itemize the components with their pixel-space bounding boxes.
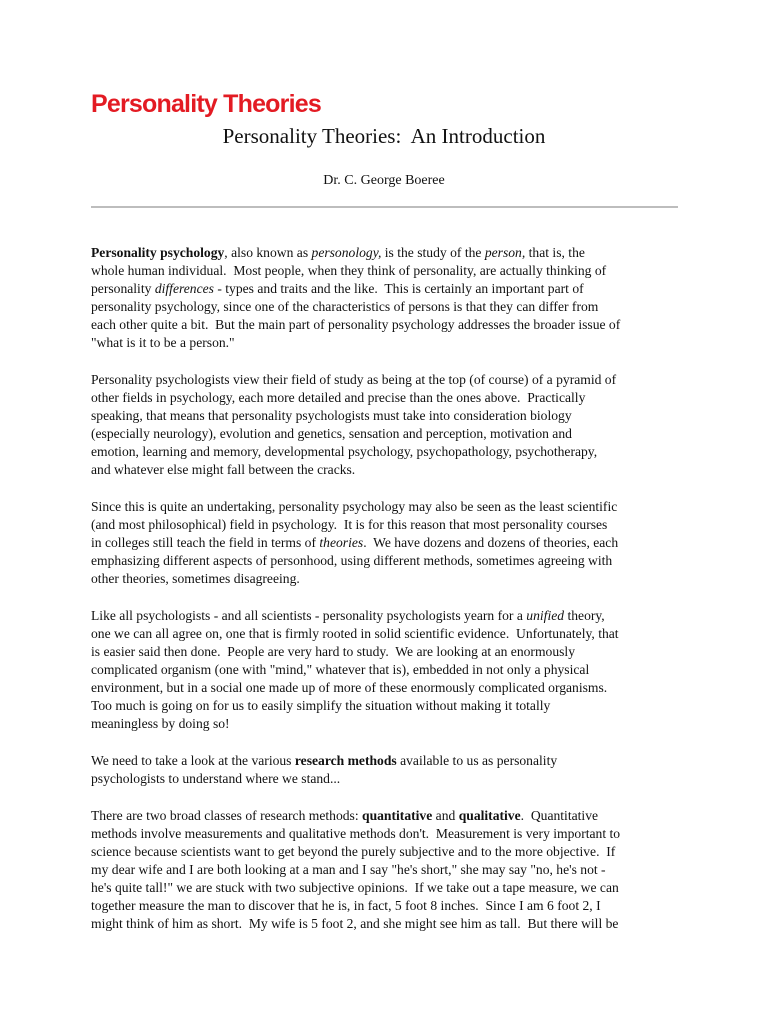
text-line: personality differences - types and traits and the like. This is certainly an important part of [91,281,584,296]
text-line: each other quite a bit. But the main part of personality psychology addresses the broader issue of [91,317,621,332]
text-line: is easier said then done. People are very hard to study. We are looking at an enormously [91,644,575,659]
italic-term: unified [526,608,565,623]
text-line: (and most philosophical) field in psychology. It is for this reason that most personality courses [91,517,608,532]
bold-term: qualitative [458,808,521,823]
text-line: emphasizing different aspects of personhood, using different methods, sometimes agreeing with [91,553,613,568]
text-line: (especially neurology), evolution and genetics, sensation and perception, motivation and [91,426,572,441]
italic-term: personology, [311,245,382,260]
article-body [91,244,681,952]
text-line: methods involve measurements and qualitative methods don't. Measurement is very important to [91,826,621,841]
paragraph-2 [91,371,681,479]
text-line: Personality psychology, also known as personology, is the study of the person, that is, the [91,245,585,260]
bold-term: Personality psychology [91,245,225,260]
text-line: whole human individual. Most people, when they think of personality, are actually thinking of [91,263,607,278]
text-line: complicated organism (one with "mind," whatever that is), embedded in not only a physical [91,662,590,677]
text-line: environment, but in a social one made up of more of these enormously complicated organisms. [91,680,608,695]
text-line: and whatever else might fall between the cracks. [91,462,356,477]
text-line: personality psychology, since one of the characteristics of persons is that they can differ from [91,299,599,314]
text-line: one we can all agree on, one that is firmly rooted in solid scientific evidence. Unfortunately, that [91,626,619,641]
text-line: speaking, that means that personality psychologists must take into consideration biology [91,408,572,423]
text-line: Like all psychologists - and all scientists - personality psychologists yearn for a unified theory, [91,608,605,623]
page-title: Personality Theories: An Introduction [222,124,546,148]
text-line: We need to take a look at the various research methods available to us as personality [91,753,558,768]
paragraph-5 [91,752,681,788]
paragraph-1 [91,244,681,352]
paragraph-6 [91,807,681,933]
text-line: science because scientists want to get beyond the purely subjective and to the more objective. If [91,844,616,859]
text-line: Too much is going on for us to easily simplify the situation without making it totally [91,698,551,713]
text-line: other theories, sometimes disagreeing. [91,571,300,586]
paragraph-4 [91,607,681,733]
text-line: in colleges still teach the field in terms of theories. We have dozens and dozens of theories, each [91,535,619,550]
text-line: my dear wife and I are both looking at a man and I say "he's short," she may say "no, he's not - [91,862,606,877]
text-line: psychologists to understand where we stand... [91,771,341,786]
text-line: emotion, learning and memory, developmental psychology, psychopathology, psychotherapy, [91,444,598,459]
italic-term: theories [319,535,364,550]
text-line: Since this is quite an undertaking, personality psychology may also be seen as the least scientific [91,499,618,514]
author-line: Dr. C. George Boeree [323,173,445,188]
text-line: "what is it to be a person." [91,335,235,350]
text-line: There are two broad classes of research methods: quantitative and qualitative. Quantitative [91,808,599,823]
text-line: might think of him as short. My wife is 5 foot 2, and she might see him as tall. But there will be [91,916,619,931]
text-line: together measure the man to discover that he is, in fact, 5 foot 8 inches. Since I am 6 foot 2, I [91,898,601,913]
horizontal-rule [91,206,678,208]
italic-term: person, [484,245,526,260]
text-line: meaningless by doing so! [91,716,230,731]
bold-term: research methods [294,753,397,768]
paragraph-3 [91,498,681,588]
text-line: he's quite tall!" we are stuck with two subjective opinions. If we take out a tape measure, we can [91,880,619,895]
text-line: Personality psychologists view their field of study as being at the top (of course) of a pyramid of [91,372,617,387]
italic-term: differences [154,281,214,296]
bold-term: quantitative [362,808,433,823]
brand-logo: Personality Theories [91,90,321,118]
text-line: other fields in psychology, each more detailed and precise than the ones above. Practically [91,390,586,405]
